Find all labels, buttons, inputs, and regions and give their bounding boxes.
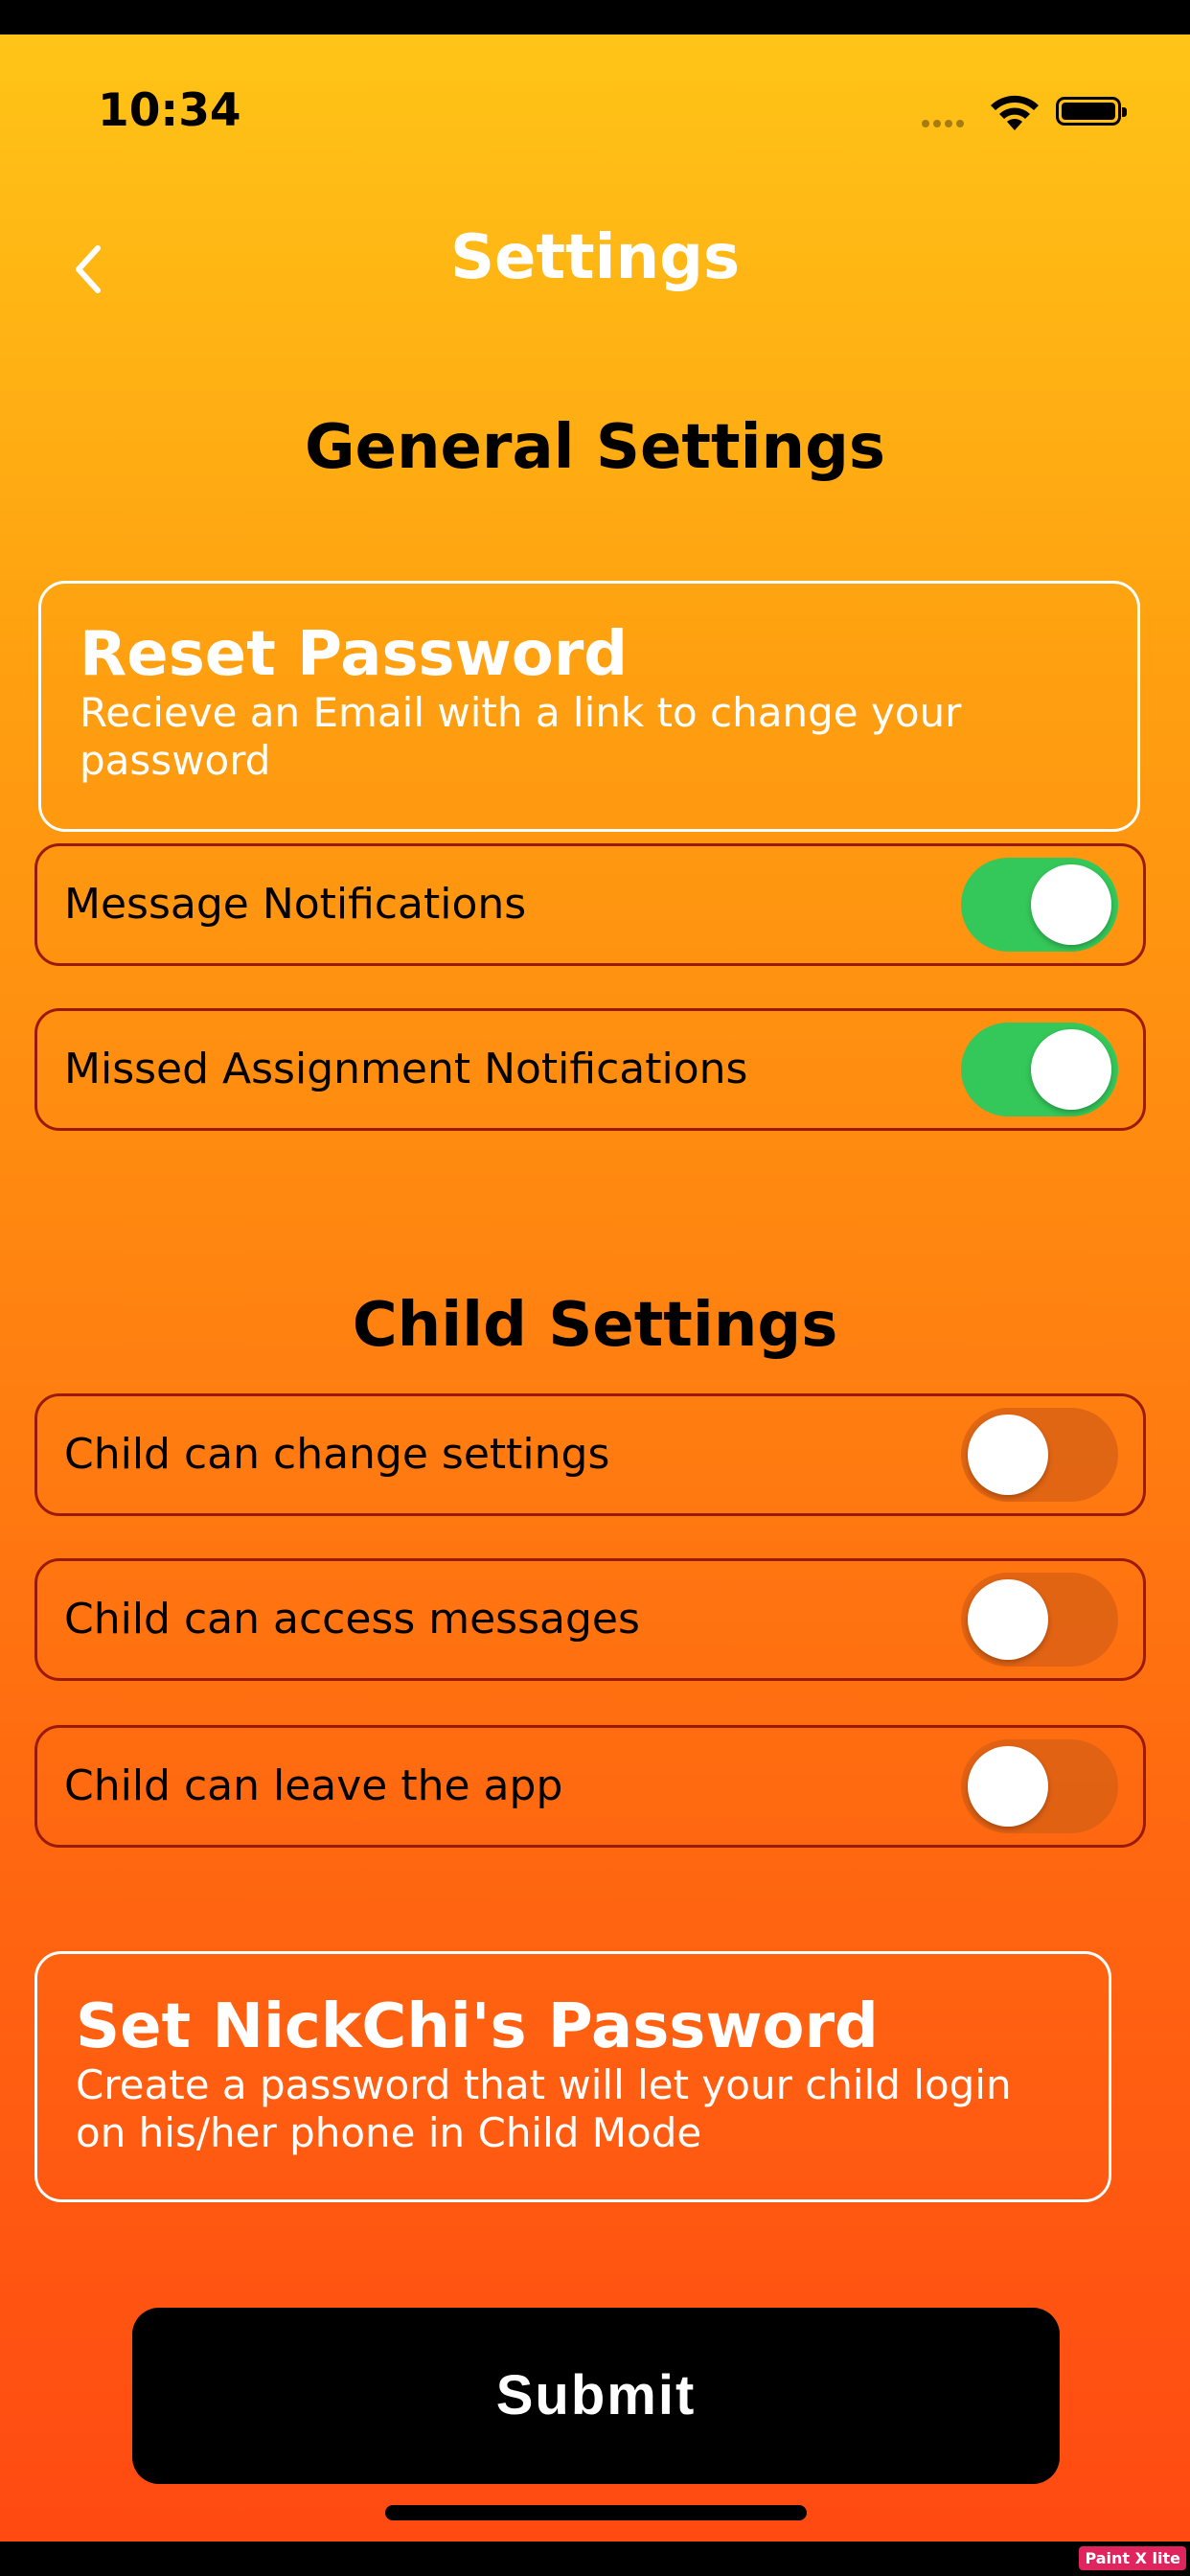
reset-password-title: Reset Password [80,619,629,690]
submit-button[interactable] [132,2308,1060,2484]
general-settings-heading: General Settings [305,412,885,483]
submit-label: Submit [495,2364,697,2426]
toggle-label: Child can change settings [64,1430,610,1479]
battery-icon [1056,97,1121,126]
cellular-icon [922,113,975,125]
child-access-messages-row [34,1558,1146,1681]
reset-password-description: Recieve an Email with a link to change your password [80,689,962,784]
child-settings-heading: Child Settings [352,1290,838,1361]
status-bar [0,34,1190,150]
set-child-password-card[interactable] [34,1951,1111,2202]
toggle-label: Child can leave the app [64,1761,563,1810]
child-change-settings-toggle[interactable] [961,1408,1118,1502]
child-leave-app-toggle[interactable] [961,1739,1118,1833]
toggle-label: Message Notifications [64,880,527,929]
page-title: Settings [449,222,741,293]
child-leave-app-row [34,1725,1146,1848]
wifi-icon [987,94,1042,132]
reset-password-card[interactable] [38,581,1140,832]
home-indicator[interactable] [385,2505,807,2520]
child-change-settings-row [34,1393,1146,1516]
toggle-label: Child can access messages [64,1595,640,1644]
set-child-password-title: Set NickChi's Password [76,1991,879,2062]
status-time: 10:34 [98,84,241,137]
message-notifications-toggle[interactable] [961,858,1118,952]
missed-assignment-notifications-row [34,1008,1146,1131]
toggle-label: Missed Assignment Notifications [64,1045,748,1093]
watermark-badge: Paint X lite [1079,2546,1186,2570]
set-child-password-description: Create a password that will let your child login on his/her phone in Child Mode [76,2061,1012,2156]
child-access-messages-toggle[interactable] [961,1573,1118,1667]
message-notifications-row [34,843,1146,966]
settings-screen [0,34,1190,2542]
missed-assignment-notifications-toggle[interactable] [961,1023,1118,1116]
